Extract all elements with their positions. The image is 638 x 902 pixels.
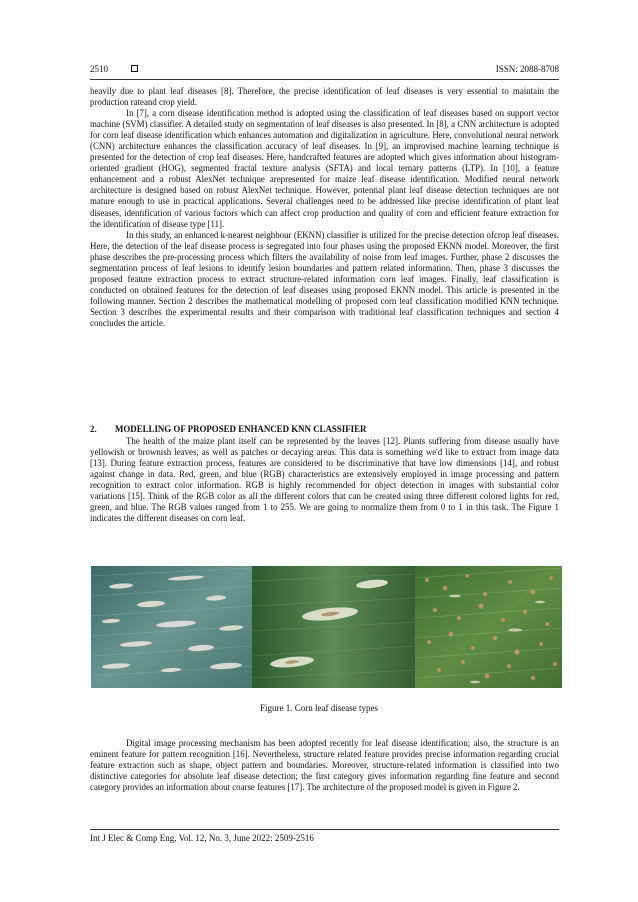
leaf-image-rust bbox=[415, 566, 562, 688]
leaf-image-lesion bbox=[252, 566, 415, 688]
running-footer: Int J Elec & Comp Eng, Vol. 12, No. 3, June 2022: 2509-2516 bbox=[90, 833, 314, 843]
leaf-image-3 bbox=[415, 566, 562, 688]
issn-label: ISSN: 2088-8708 bbox=[495, 64, 559, 74]
leaf-image-1 bbox=[91, 566, 252, 688]
header-rule bbox=[90, 79, 559, 80]
leaf-image-blight bbox=[91, 566, 252, 688]
paragraph: In this study, an enhanced k-nearest neighbour (EKNN) classifier is utilized for the precise detection ofcrop leaf diseases. Here, the detection of the leaf disease process is segregated into four phases using the proposed EKNN model. Moreover, the first phase describes the pre-processing process which filters the availability of noise from leaf images. Further, phase 2 discusses the segmentation process of leaf lesions to identify lesion boundaries and pattern related information. Then, phase 3 discusses the proposed feature extraction process to extract structure-related information corn leaf images. Finally, leaf classification is conducted on obtained features for the detection of leaf diseases using proposed EKNN model. This article is presented in the following manner. Section 2 describes the mathematical modelling of proposed corn leaf classification modified KNN technique. Section 3 describes the experimental results and their comparison with traditional leaf classification techniques and section 4 concludes the article. bbox=[90, 229, 559, 328]
intro-text-block bbox=[90, 86, 559, 329]
figure-caption: Figure 1. Corn leaf disease types bbox=[260, 703, 378, 713]
page-number: 2510 bbox=[90, 64, 108, 74]
section-text-block bbox=[90, 436, 559, 524]
paragraph: Digital image processing mechanism has been adopted recently for leaf disease identification; also, the structure is an eminent feature for pattern recognition [16]. Nevertheless, structure related feature provides precise information regarding crucial feature extraction such as shape, object pattern and boundaries. Moreover, structure-related information is classified into two distinctive categories for absolute leaf disease detection; the first category gives information regarding fine feature and second category provides an information about coarse features [17]. The architecture of the proposed model is given in Figure 2. bbox=[90, 738, 559, 793]
paragraph: In [7], a corn disease identification method is adopted using the classification of leaf diseases based on support vector machine (SVM) classifier. A detailed study on segmentation of leaf diseases is also presented. In [8], a CNN architecture is adopted for corn leaf disease identification which enhances automation and digitalization in agriculture. Here, convolutional neural network (CNN) architecture enhances the classification accuracy of leaf diseases. In [9], an improvised machine learning technique is presented for the detection of crop leaf diseases. Here, handcrafted features are adopted which gives information about histogram-oriented gradient (HOG), segmented fractal texture analysis (SFTA) and local ternary patterns (LTP). In [10], a feature enhancement and a robust AlexNet technique arepresented for maize leaf disease identification. Modified neural network architecture is designed based on robust AlexNet technique. However, potential plant leaf disease detection techniques are not mature enough to use in practical applications. Several challenges need to be addressed like precise identification of plant leaf diseases, identification of various factors which can affect crop production and quality of corn and efficient feature extraction for the identification of disease type [11]. bbox=[90, 108, 559, 229]
figure-corn-leaf-images bbox=[91, 566, 562, 688]
section-heading bbox=[90, 424, 366, 434]
section-number: 2. bbox=[90, 424, 97, 434]
paragraph: heavily due to plant leaf diseases [8]. Therefore, the precise identification of leaf diseases is very essential to maintain the production rateand crop yield. bbox=[90, 86, 559, 108]
post-figure-text-block bbox=[90, 738, 559, 793]
section-title: MODELLING OF PROPOSED ENHANCED KNN CLASSIFIER bbox=[115, 424, 367, 434]
paragraph: The health of the maize plant itself can be represented by the leaves [12]. Plants suffering from disease usually have yellowish or brownish leaves, as well as patches or decaying areas. This data is something we'd like to extract from image data [13]. During feature extraction process, features are considered to be discriminative that have low dimensions [14], and robust against change in data. Red, green, and blue (RGB) characteristics are extensively employed in image processing and pattern recognition to extract color information. RGB is highly recommended for object detection in images with substantial color variations [15]. Think of the RGB color as all the different colors that can be created using three different colored lights for red, green, and blue. The RGB values ranged from 1 to 255. We are going to normalize them from 0 to 1 in this task. The Figure 1 indicates the different diseases on corn leaf. bbox=[90, 436, 559, 524]
footer-rule bbox=[90, 829, 559, 830]
running-header bbox=[90, 64, 559, 78]
square-bullet-icon bbox=[131, 65, 138, 72]
leaf-image-2 bbox=[252, 566, 415, 688]
